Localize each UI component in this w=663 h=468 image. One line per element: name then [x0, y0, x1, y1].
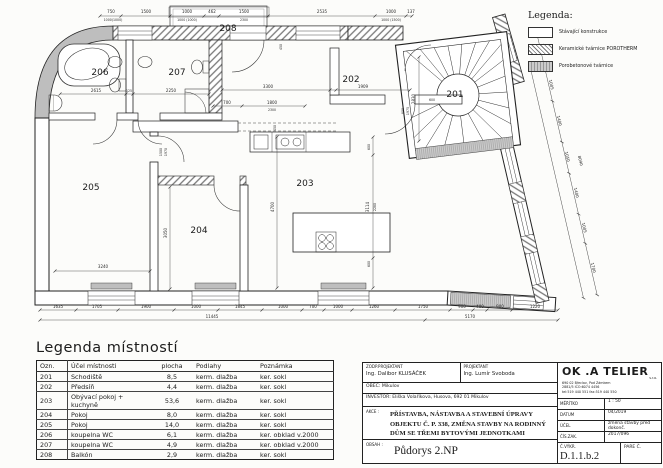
dimension-label: 1800 — [266, 100, 278, 105]
dimension-label: 450 — [279, 43, 283, 51]
room-table-cell: Obývací pokoj + kuchyně — [68, 392, 152, 410]
room-table-cell: 208 — [37, 450, 68, 460]
dimension-label: 137 — [407, 9, 415, 14]
room-table-row — [37, 392, 334, 410]
dimension-label: 2535 — [316, 9, 328, 14]
dimension-label: 1260 — [368, 304, 380, 309]
room-table-header: plocha — [151, 361, 193, 372]
room-table-cell: 202 — [37, 382, 68, 392]
room-label-203: 203 — [296, 179, 314, 189]
room-table-header: Podlahy — [193, 361, 257, 372]
room-table-cell: ker. sokl — [257, 450, 334, 460]
shower — [185, 89, 209, 113]
dimension-label: 1000 — [332, 304, 344, 309]
dimension-label: 1000 — [181, 9, 193, 14]
hatch-swatch — [528, 44, 553, 55]
room-label-208: 208 — [219, 24, 237, 34]
dimension-label: 400 — [476, 304, 484, 309]
firm-suffix: s.r.o. — [649, 376, 657, 380]
title-block-row-value: 04/2019 — [608, 410, 627, 415]
dimension-label: 1000 (1000) — [177, 18, 197, 22]
room-table-header-row — [37, 361, 334, 372]
gray-swatch — [528, 61, 553, 72]
room-table-cell: Schodiště — [68, 372, 152, 382]
dimension-label: 700 — [309, 304, 317, 309]
dimension-label: 1750 — [417, 304, 429, 309]
room-table-cell: 203 — [37, 392, 68, 410]
room-table-cell: ker. sokl — [257, 410, 334, 420]
room-table-cell: kerm. dlažba — [193, 410, 257, 420]
legend-item-label: Porobetonové tvárnice — [559, 64, 614, 69]
room-table-cell: 8,0 — [151, 410, 193, 420]
project-action-cell — [363, 407, 557, 440]
window — [88, 291, 369, 305]
dimension-label: 2300 — [239, 18, 249, 22]
dimension-label: 1400 — [572, 187, 581, 199]
firm-name: OK .A TELIER — [562, 365, 649, 378]
dimension-label: 600 — [428, 98, 436, 102]
room-table-cell: 201 — [37, 372, 68, 382]
room-label-207: 207 — [168, 68, 186, 78]
title-block-row — [558, 410, 661, 421]
dimension-label: 450 — [273, 124, 277, 132]
plain-swatch — [528, 27, 553, 38]
room-table-cell: ker. sokl — [257, 372, 334, 382]
dimension-label: 1000(1000) — [103, 18, 123, 22]
legend-item — [528, 61, 660, 72]
title-block-row-label: MĚŘÍTKO — [558, 399, 605, 409]
obsah-label: OBSAH : — [366, 441, 383, 447]
title-block-row — [558, 399, 661, 410]
room-label-201: 201 — [446, 90, 464, 100]
title-block-row — [558, 421, 661, 432]
room-table-cell: ker. obklad v.2000 — [257, 440, 334, 450]
dimension-label: 1500 — [159, 147, 163, 157]
room-table-cell: Pokoj — [68, 420, 152, 430]
room-table-cell: 2,9 — [151, 450, 193, 460]
dimension-label: 3240 — [97, 264, 109, 269]
room-table-cell: Pokoj — [68, 410, 152, 420]
room-table-cell: kerm. dlažba — [193, 382, 257, 392]
room-table-cell: kerm. dlažba — [193, 430, 257, 440]
title-block-row — [558, 432, 661, 443]
title-block-row-label: ČÍS.ZAK. — [558, 432, 605, 442]
municipality: OBEC: Mikulov — [363, 383, 557, 395]
room-table-cell: 207 — [37, 440, 68, 450]
firm-address-1: 690 02 Břeclav, Pod Zámkem — [562, 381, 611, 385]
room-label-205: 205 — [82, 183, 100, 193]
room-table-header: Účel místnosti — [68, 361, 152, 372]
dimension-label: 3114 — [365, 201, 370, 213]
dimension-label: 600 — [367, 260, 371, 268]
zodp-name: Ing. Dalibor KLUSÁČEK — [366, 371, 426, 377]
content-cell — [363, 440, 557, 463]
dimension-label: 2280 — [373, 202, 377, 212]
pare-label: PARE Č. — [624, 445, 642, 450]
dimension-label: 900 — [496, 304, 504, 309]
firm-address-3: tel:519 440 551 fax:519 440 550 — [562, 389, 617, 394]
room-table-cell: 4,4 — [151, 382, 193, 392]
room-table-row — [37, 382, 334, 392]
room-table-header: Ozn. — [37, 361, 68, 372]
legend-item-label: Keramické tvárnice POROTHERM — [559, 47, 638, 52]
room-table-cell: 14,0 — [151, 420, 193, 430]
dimension-label: 8090 — [576, 155, 585, 167]
legend-title: Legenda: — [528, 10, 573, 21]
room-table-row — [37, 372, 334, 382]
dimension-label: 1050 — [563, 151, 572, 163]
dimension-label: 1000 — [277, 304, 289, 309]
room-table-cell: 8,5 — [151, 372, 193, 382]
title-block — [362, 362, 662, 464]
dimension-label: 1845 — [234, 304, 246, 309]
dimension-label: 11445 — [205, 314, 219, 319]
room-table-cell: kerm. dlažba — [193, 392, 257, 410]
proj-name: Ing. Lumír Svoboda — [463, 371, 515, 377]
room-table-cell: ker. sokl — [257, 392, 334, 410]
room-table — [36, 360, 334, 460]
drawing-number: D.1.1.b.2 — [560, 451, 600, 462]
title-block-row-value: 2017/096 — [608, 432, 630, 437]
room-table-row — [37, 450, 334, 460]
proj-label: PROJEKTANT — [463, 364, 489, 369]
cvykr-label: Č.VÝKR. — [560, 444, 576, 449]
room-table-row — [37, 440, 334, 450]
room-table-header: Poznámka — [257, 361, 334, 372]
room-table-cell: 204 — [37, 410, 68, 420]
title-block-row-value: 1 : 50 — [608, 399, 621, 404]
wc — [54, 95, 62, 111]
room-table-cell: kerm. dlažba — [193, 372, 257, 382]
room-table-cell: Předsíň — [68, 382, 152, 392]
title-block-row-value: změna stavby před dokonč. — [608, 421, 651, 431]
dimension-label: 3050 — [163, 227, 168, 239]
room-table-cell: ker. obklad v.2000 — [257, 430, 334, 440]
title-block-row-label: ÚČEL — [558, 421, 605, 431]
dimension-label: 1005 — [547, 79, 556, 91]
overhead-beam — [238, 123, 336, 131]
dimension-label: 1000 — [385, 9, 397, 14]
dimension-label: 900 — [458, 304, 466, 309]
room-table-cell: 205 — [37, 420, 68, 430]
dimension-label: 1000 (1500) — [381, 18, 401, 22]
room-table-cell: 53,6 — [151, 392, 193, 410]
room-table-row — [37, 420, 334, 430]
room-legend — [36, 340, 336, 460]
dimension-label: 1975 — [406, 106, 410, 116]
room-label-202: 202 — [342, 75, 360, 85]
sink — [138, 57, 152, 68]
room-table-cell: 6,1 — [151, 430, 193, 440]
legend-item-label: Stávající konstrukce — [559, 30, 608, 35]
legend-item — [528, 44, 660, 55]
kitchen-island — [293, 213, 390, 252]
dimension-label: 125 — [125, 89, 133, 93]
zodp-label: ZODP.PROJEKTANT — [366, 364, 403, 369]
dimension-label: 1700 — [589, 262, 598, 274]
room-table-cell: kerm. dlažba — [193, 440, 257, 450]
room-table-cell: ker. sokl — [257, 382, 334, 392]
toilet — [192, 60, 203, 74]
dimension-label: 1635 — [52, 304, 64, 309]
dimension-label: 600 — [367, 143, 371, 151]
dimension-label: 750 — [107, 9, 115, 14]
dimension-label: 1500 — [140, 9, 152, 14]
dimension-label: 1400 — [555, 115, 564, 127]
drawing-title: Půdorys 2.NP — [394, 444, 458, 457]
investor: INVESTOR: Eliška Volaříkova, Husova, 692 01 Mikulov — [363, 394, 557, 407]
legend-item — [528, 27, 660, 38]
dimension-label: 2830 — [411, 93, 416, 105]
dimension-label: 2300 — [267, 108, 277, 112]
dimension-label: 700 — [223, 100, 231, 105]
room-table-cell: ker. sokl — [257, 420, 334, 430]
dimension-label: 800 — [401, 107, 405, 115]
room-legend-title: Legenda místností — [36, 340, 178, 356]
room-table-cell: Balkón — [68, 450, 152, 460]
room-table-cell: kerm. dlažba — [193, 420, 257, 430]
room-table-row — [37, 410, 334, 420]
dimension-label: 5170 — [464, 314, 476, 319]
room-table-cell: koupelna WC — [68, 440, 152, 450]
room-table-row — [37, 430, 334, 440]
room-label-206: 206 — [91, 68, 109, 78]
dimension-label: 3300 — [262, 84, 274, 89]
dimension-label: 4700 — [270, 201, 275, 213]
room-table-cell: kerm. dlažba — [193, 450, 257, 460]
dimension-label: 1000 — [190, 304, 202, 309]
dimension-label: 1500 — [238, 9, 250, 14]
akce-label: AKCE : — [366, 409, 380, 414]
room-table-cell: koupelna WC — [68, 430, 152, 440]
dimension-label: 2615 — [90, 88, 102, 93]
dimension-label: 1900 — [140, 304, 152, 309]
dimension-label: 1970 — [164, 147, 168, 157]
legend — [528, 10, 660, 78]
responsible-designer-cell — [363, 363, 461, 382]
dimension-label: 1220 — [529, 304, 541, 309]
dimension-label: 1909 — [357, 84, 369, 89]
room-table-cell: 4,9 — [151, 440, 193, 450]
title-block-row-label: DATUM — [558, 410, 605, 420]
bathtub — [58, 44, 120, 86]
designer-cell — [461, 363, 558, 382]
room-table-cell: 206 — [37, 430, 68, 440]
dimension-label: 1005 — [580, 222, 589, 234]
drawing-number-cell — [558, 443, 621, 463]
room-label-204: 204 — [190, 226, 208, 236]
akce-text: PŘÍSTAVBA, NÁSTAVBA A STAVEBNÍ ÚPRAVY OBJEKTU Č. P. 338, ZMĚNA STAVBY NA RODINNÝ DŮM SE TŘEMI BYTOVÝMI JEDNOTKAMI — [390, 411, 547, 438]
firm-address-2: 2881/5 IČO:6074 4456 — [562, 385, 600, 390]
dimension-label: 2250 — [165, 88, 177, 93]
dimension-label: 1705 — [91, 304, 103, 309]
kitchen-counter — [250, 132, 350, 152]
radiator — [91, 283, 366, 289]
dimension-label: 462 — [208, 9, 216, 14]
firm-logo — [558, 363, 661, 399]
